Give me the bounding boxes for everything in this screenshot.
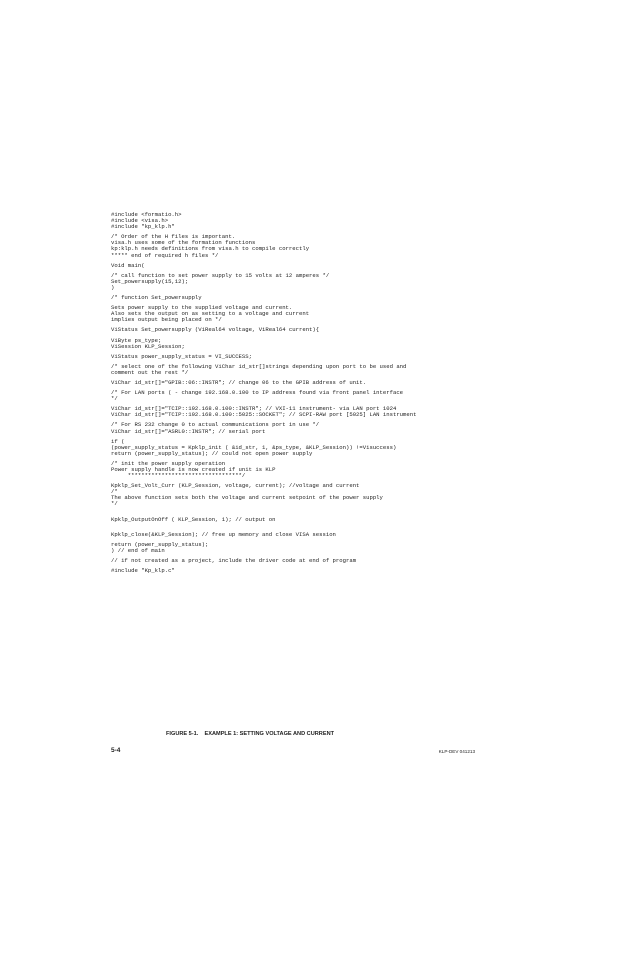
code-line: /* function Set_powersupply	[111, 294, 202, 302]
code-line: return (power_supply_status); // could not open power supply	[111, 449, 313, 457]
code-block	[111, 483, 481, 507]
code-block	[111, 212, 481, 230]
code-block	[111, 517, 481, 523]
code-line: visa.h uses some of the formation functions	[111, 239, 256, 247]
code-line: ViSession KLP_Session;	[111, 342, 185, 350]
code-line: Sets power supply to the supplied voltage and current.	[111, 304, 293, 312]
code-line: Also sets the output on as setting to a voltage and current	[111, 310, 310, 318]
code-line: #include "kp_klp.h"	[111, 223, 175, 231]
code-line: #include <formatio.h>	[111, 211, 182, 218]
code-line: )	[111, 283, 115, 291]
code-block	[111, 364, 481, 376]
code-line: /*	[111, 488, 118, 496]
code-line: comment out the rest */	[111, 368, 189, 376]
code-line: Kpklp_close(&KLP_Session); // free up memory and close VISA session	[111, 530, 336, 538]
code-block	[111, 390, 481, 402]
code-line: */	[111, 500, 118, 508]
code-line: Kpklp_OutputOnOff ( KLP_Session, 1); // output on	[111, 515, 276, 523]
code-line: ViByte ps_type;	[111, 336, 162, 344]
code-block	[111, 461, 481, 479]
code-block	[111, 263, 481, 269]
code-line: ViStatus power_supply_status = VI_SUCCESS;	[111, 352, 252, 360]
code-line: */	[111, 395, 118, 403]
code-line: /* Order of the H files is important.	[111, 233, 236, 241]
code-line: Power supply handle is now created if unit is KLP	[111, 466, 276, 473]
code-line: Kpklp_Set_Volt_Curr (KLP_Session, voltage, current); //voltage and current	[111, 482, 360, 490]
code-line: ViStatus Set_powersupply (ViReal64 voltage, ViReal64 current){	[111, 326, 320, 334]
code-line: /* init the power supply operation	[111, 459, 226, 467]
code-listing	[111, 212, 481, 578]
figure-caption: FIGURE 5-1. EXAMPLE 1: SETTING VOLTAGE AND CURRENT	[166, 731, 335, 737]
code-block	[111, 439, 481, 457]
code-block	[111, 568, 481, 574]
code-block	[111, 327, 481, 333]
code-line: /* select one of the following ViChar id_str[]strings depending upon port to be used and	[111, 362, 407, 370]
code-line: ViChar id_str[]="ASRL0::INSTR"; // serial port	[111, 427, 266, 435]
code-line: (power_supply_status = Kpklp_init ( &id_str, 1, &ps_type, &KLP_Session)) !=Visuccess)	[111, 443, 397, 451]
code-line: if (	[111, 437, 125, 445]
code-block	[111, 542, 481, 554]
code-block	[111, 305, 481, 323]
code-line: /* For LAN ports ( - change 192.168.0.100 to IP address found via front panel interface	[111, 389, 404, 397]
code-line: /* call function to set power supply to 15 volts at 12 amperes */	[111, 271, 330, 279]
code-line: **********************************/	[111, 472, 246, 480]
code-line: #include "Kp_klp.c"	[111, 567, 175, 575]
code-line: return (power_supply_status);	[111, 540, 209, 548]
document-id: KLP-DEV 041213	[438, 749, 475, 754]
code-block	[111, 532, 481, 538]
code-line: implies output being placed on */	[111, 316, 222, 324]
code-block	[111, 234, 481, 258]
code-line: // if not created as a project, include the driver code at end of program	[111, 556, 357, 564]
code-block	[111, 406, 481, 418]
code-block	[111, 354, 481, 360]
code-block	[111, 338, 481, 350]
code-block	[111, 273, 481, 291]
code-line: ) // end of main	[111, 546, 165, 554]
code-block	[111, 422, 481, 434]
page-number: 5-4	[111, 747, 121, 754]
code-block	[111, 380, 481, 386]
code-line: Set_powersupply(15,12);	[111, 277, 189, 285]
code-line: Void main(	[111, 261, 145, 269]
code-line: #include <visa.h>	[111, 217, 169, 225]
code-block	[111, 295, 481, 301]
code-line: ViChar id_str[]="GPIB::06::INSTR"; // change 06 to the GPIB address of unit.	[111, 378, 367, 386]
code-line: ViChar id_str[]="TCIP::192.168.0.100::INSTR"; // VXI-11 instrument- via LAN port 1024	[111, 405, 397, 413]
code-line: ViChar id_str[]="TCIP::192.168.0.100::5025::SOCKET"; // SCPI-RAW port [5025] LAN instrument	[111, 411, 417, 419]
code-block	[111, 558, 481, 564]
code-line: kp:klp.h needs definitions from visa.h to compile correctly	[111, 245, 310, 253]
code-line: /* For RS 232 change 0 to actual communications port in use */	[111, 421, 320, 429]
code-line: The above function sets both the voltage and current setpoint of the power supply	[111, 494, 383, 502]
code-line: ***** end of required h files */	[111, 251, 219, 259]
